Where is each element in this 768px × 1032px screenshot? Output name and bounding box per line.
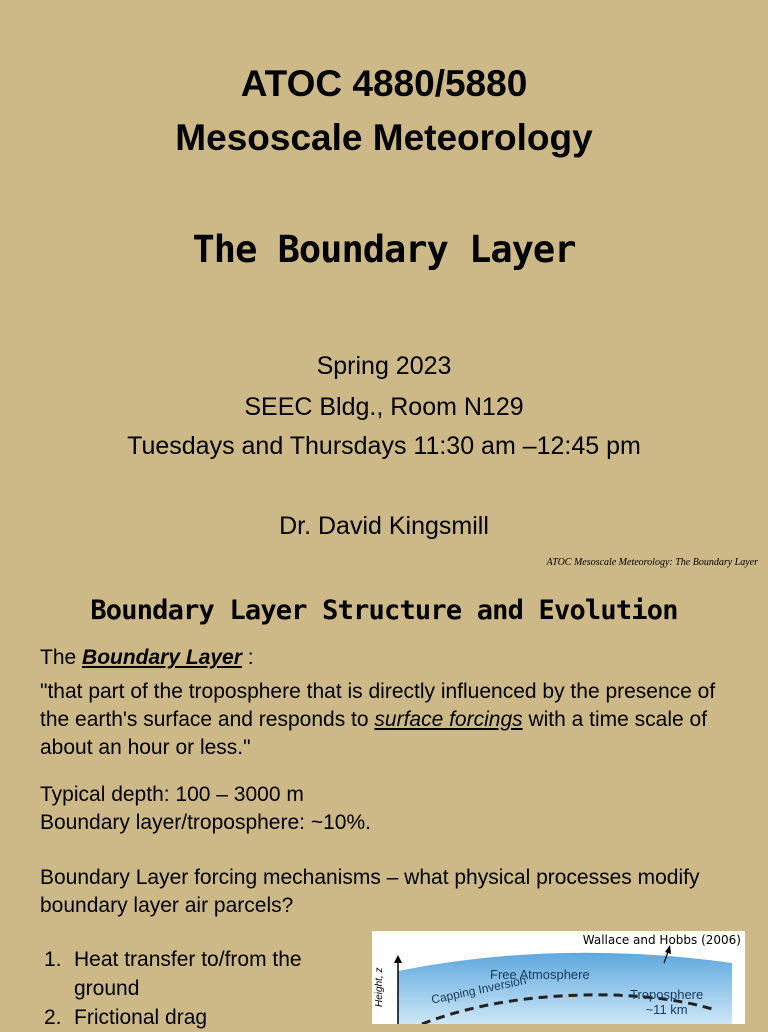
slide-footer: ATOC Mesoscale Meteorology: The Boundary Layer	[546, 557, 758, 568]
schedule: Tuesdays and Thursdays 11:30 am –12:45 pm	[127, 432, 641, 460]
term: Spring 2023	[316, 352, 452, 380]
label-troposphere-depth: ~11 km	[645, 1002, 688, 1017]
course-number: ATOC 4880/5880	[240, 63, 528, 104]
axis-arrow	[394, 955, 402, 963]
label-free-atmosphere: Free Atmosphere	[490, 967, 590, 982]
location: SEEC Bldg., Room N129	[244, 393, 524, 421]
list-item	[44, 1003, 344, 1032]
label-troposphere: Troposphere	[630, 987, 704, 1002]
figure-credit: Wallace and Hobbs (2006)	[582, 933, 741, 947]
label-capping-inversion: Capping Inversion	[430, 972, 528, 1007]
instructor: Dr. David Kingsmill	[279, 512, 489, 540]
forcing-list	[44, 945, 344, 1032]
list-number: 1.	[44, 948, 62, 971]
axis-label-height: Height, z	[374, 967, 385, 1007]
slide2-title: Boundary Layer Structure and Evolution	[90, 595, 678, 626]
label-troposphere-block	[630, 987, 703, 1017]
definition-term: Boundary Layer	[82, 646, 242, 669]
definition-suffix: :	[241, 646, 254, 669]
list-text: Frictional drag	[74, 1006, 208, 1029]
lecture-title: The Boundary Layer	[192, 228, 576, 271]
course-title: Mesoscale Meteorology	[175, 117, 593, 158]
depth-ratio: Boundary layer/troposphere: ~10%.	[40, 811, 371, 834]
forcing-question: Boundary Layer forcing mechanisms – what physical processes modify boundary layer air parcels?	[40, 866, 700, 917]
typical-depth: Typical depth: 100 – 3000 m	[40, 783, 304, 806]
definition-quote	[40, 678, 740, 762]
definition-prefix: The	[40, 646, 83, 669]
list-text: Heat transfer to/from the ground	[74, 948, 302, 1000]
quote-part1: "that part of the troposphere that is directly influenced by the presence of the earth's surface and responds to	[40, 680, 716, 731]
quote-part2: with a time scale of about an hour or less."	[40, 708, 708, 759]
depth-block	[40, 781, 740, 837]
atmosphere-figure	[372, 931, 745, 1024]
list-item	[44, 945, 344, 1003]
list-number: 2.	[44, 1006, 62, 1029]
definition-line	[40, 644, 740, 672]
quote-emphasis: surface forcings	[374, 708, 523, 731]
